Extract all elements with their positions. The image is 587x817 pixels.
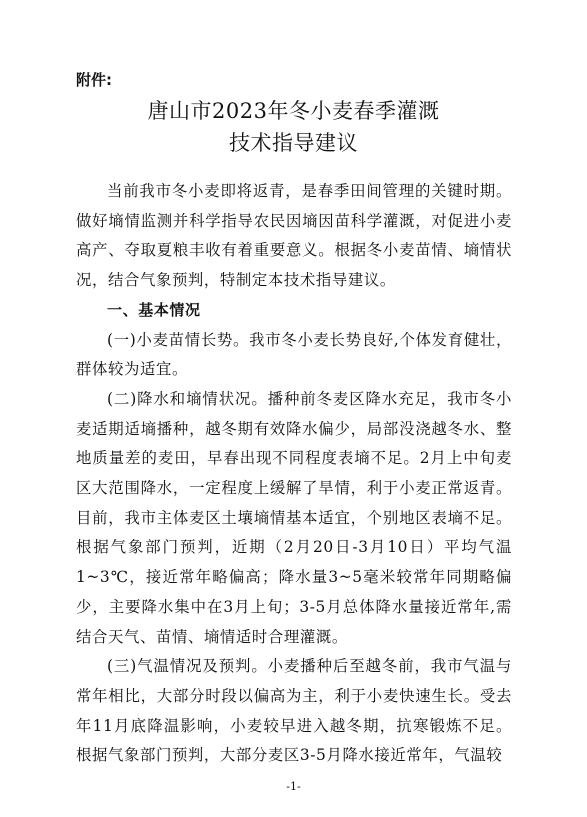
paragraph-wheat-growth: (一)小麦苗情长势。我市冬小麦长势良好,个体发育健壮，群体较为适宜。 bbox=[76, 330, 512, 379]
document-body bbox=[76, 177, 512, 771]
section-heading-basic-situation: 一、基本情况 bbox=[107, 300, 201, 319]
document-title-line-2: 技术指导建议 bbox=[229, 131, 358, 155]
attachment-label: 附件: bbox=[76, 71, 112, 89]
intro-paragraph: 当前我市冬小麦即将返青，是春季田间管理的关键时期。做好墒情监测并科学指导农民因墒因苗科学灌溉，对促进小麦高产、夺取夏粮丰收有着重要意义。根据冬小麦苗情、墒情状况，结合气象预判，特制定本技术指导建议。 bbox=[76, 182, 512, 290]
paragraph-precipitation-soil-moisture: (二)降水和墒情状况。播种前冬麦区降水充足，我市冬小麦适期适墒播种，越冬期有效降水偏少，局部没浇越冬水、整地质量差的麦田，早春出现不同程度表墒不足。2月上中旬麦区大范围降水，一定程度上缓解了旱情，利于小麦正常返青。目前，我市主体麦区土壤墒情基本适宜，个别地区表墒不足。根据气象部门预判，近期（2月20日-3月10日）平均气温1~3℃，接近常年略偏高；降水量3~5毫米较常年同期略偏少，主要降水集中在3月上旬；3-5月总体降水量接近常年,需结合天气、苗情、墒情适时合理灌溉。 bbox=[76, 389, 512, 646]
paragraph-temperature-forecast: (三)气温情况及预判。小麦播种后至越冬前，我市气温与常年相比，大部分时段以偏高为主，利于小麦快速生长。受去年11月底降温影响，小麦较早进入越冬期，抗寒锻炼不足。根据气象部门预判，大部分麦区3-5月降水接近常年，气温较 bbox=[76, 657, 512, 765]
document-title-line-1: 唐山市2023年冬小麦春季灌溉 bbox=[147, 99, 440, 123]
page-number: -1- bbox=[286, 780, 301, 793]
